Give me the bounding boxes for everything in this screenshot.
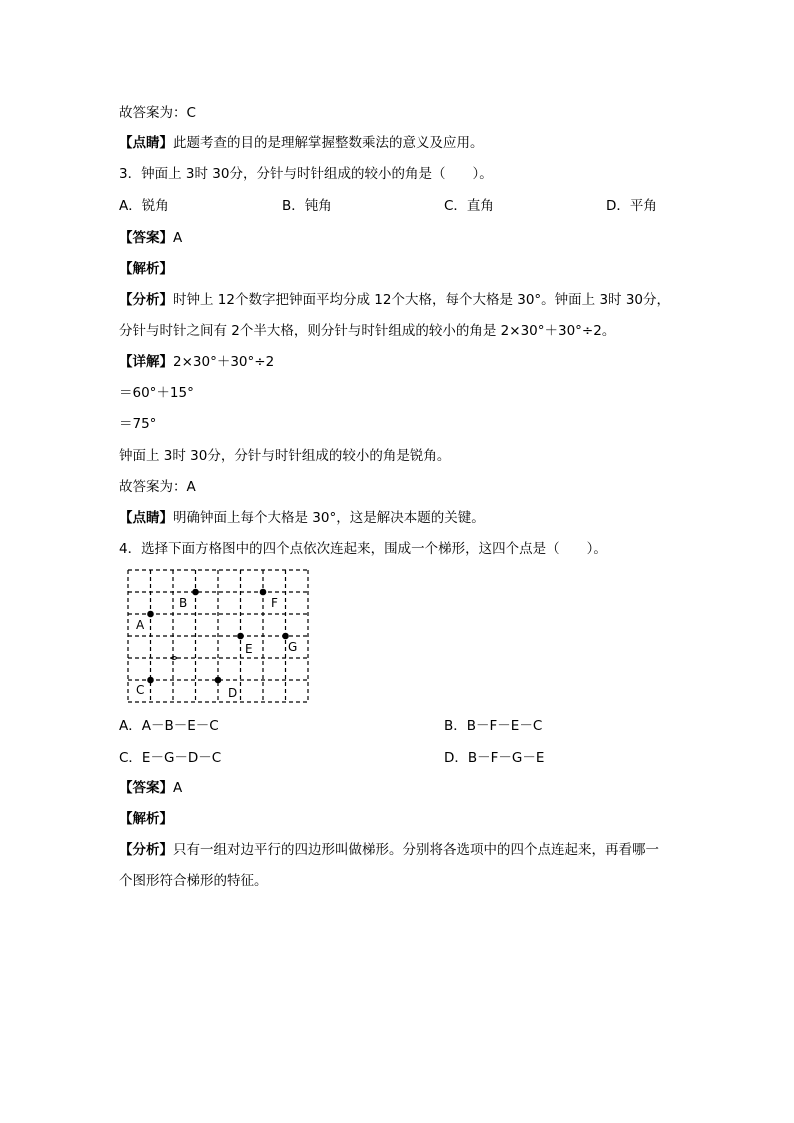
q3-detail (119, 353, 274, 371)
analysis-tag: 【分析】 (119, 292, 173, 308)
q3-comment (119, 509, 485, 527)
analysis-text-1: 只有一组对边平行的四边形叫做梯形。分别将各选项中的四个点连起来，再看哪一 (173, 842, 659, 858)
answer-tag: 【答案】 (119, 780, 173, 796)
question-4: 4．选择下面方格图中的四个点依次连起来，围成一个梯形，这四个点是（ ）。 (119, 541, 607, 557)
q4-analysis-1 (119, 841, 659, 859)
detail-text: 2×30°＋30°÷2 (173, 354, 275, 370)
label-a: A (136, 618, 145, 632)
grid-svg (125, 567, 311, 705)
q3-step-2: ＝75° (119, 416, 157, 432)
label-c: C (136, 683, 145, 697)
answer-value: A (173, 780, 183, 796)
q3-analysis-1 (119, 291, 670, 309)
analysis-text-1: 时钟上 12个数字把钟面平均分成 12个大格，每个大格是 30°。钟面上 3时 30分， (173, 292, 671, 308)
answer-value: A (173, 230, 183, 246)
point-f-dot (260, 589, 267, 596)
point-b-dot (192, 589, 199, 596)
label-e: E (245, 642, 253, 656)
q4-analysis-2: 个图形符合梯形的特征。 (119, 873, 268, 889)
q3-answer (119, 229, 182, 247)
q4-option-c: C．E－G－D－C (119, 750, 222, 766)
q3-conclusion: 钟面上 3时 30分，分针与时针组成的较小的角是锐角。 (119, 448, 451, 464)
detail-tag: 【详解】 (119, 354, 173, 370)
answer-line-prev: 故答案为：C (119, 105, 196, 121)
point-c-dot (147, 677, 154, 684)
q3-option-b: B．钝角 (282, 198, 332, 214)
q3-analysis-2: 分针与时针之间有 2个半大格，则分针与时针组成的较小的角是 2×30°＋30°÷2。 (119, 323, 616, 339)
q3-option-d: D．平角 (606, 198, 657, 214)
q3-option-c: C．直角 (444, 198, 494, 214)
label-d: D (228, 686, 238, 700)
comment-tag: 【点睛】 (119, 135, 173, 151)
q3-step-1: ＝60°＋15° (119, 385, 194, 401)
comment-text: 此题考查的目的是理解掌握整数乘法的意义及应用。 (173, 135, 484, 151)
analysis-tag: 【分析】 (119, 842, 173, 858)
point-e-dot (237, 633, 244, 640)
point-g-dot (282, 633, 289, 640)
q4-option-a: A．A－B－E－C (119, 718, 219, 734)
label-f: F (271, 596, 278, 610)
answer-tag: 【答案】 (119, 230, 173, 246)
q4-answer (119, 779, 182, 797)
question-3: 3．钟面上 3时 30分，分针与时针组成的较小的角是（ ）。 (119, 166, 493, 182)
comment-prev (119, 134, 484, 152)
q3-analysis-heading: 【解析】 (119, 261, 173, 277)
point-d-dot (215, 677, 222, 684)
comment-tag: 【点睛】 (119, 510, 173, 526)
q3-option-a: A．锐角 (119, 198, 169, 214)
label-b: B (179, 596, 188, 610)
q4-analysis-heading: 【解析】 (119, 811, 173, 827)
point-a-dot (147, 611, 154, 618)
label-g: G (288, 640, 298, 654)
q4-option-d: D．B－F－G－E (444, 750, 545, 766)
q4-option-b: B．B－F－E－C (444, 718, 543, 734)
grid-figure (125, 567, 311, 705)
q3-final-answer: 故答案为：A (119, 479, 196, 495)
comment-text: 明确钟面上每个大格是 30°，这是解决本题的关键。 (173, 510, 485, 526)
